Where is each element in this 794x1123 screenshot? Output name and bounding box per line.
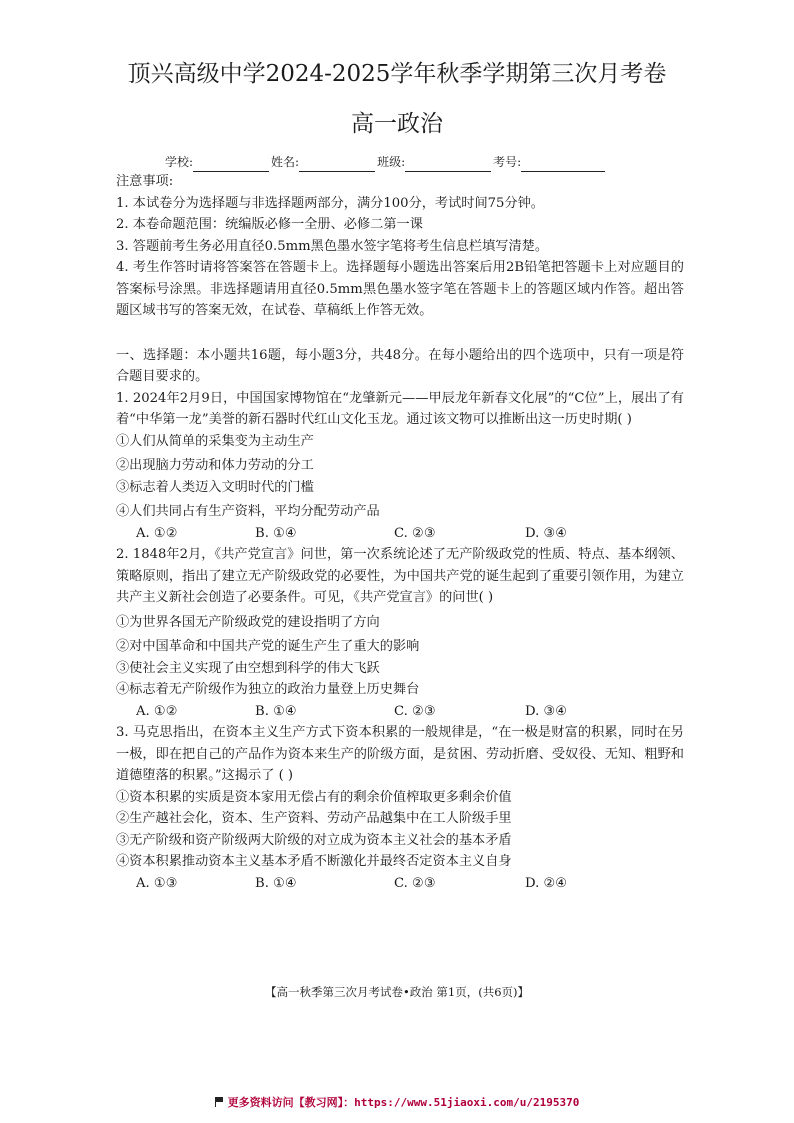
notice-item: 4. 考生作答时请将答案答在答题卡上。选择题每小题选出答案后用2B铅笔把答题卡上对应题目的答案标号涂黑。非选择题请用直径0.5mm黑色墨水签字笔在答题卡上的答题区域内作答。超出答题区域书写的答案无效，在试卷、草稿纸上作答无效。 bbox=[116, 260, 684, 318]
question-stem: 3. 马克思指出，在资本主义生产方式下资本积累的一般规律是，“在一极是财富的积累，同时在另一极，即在把自己的产品作为资本来生产的阶级方面，是贫困、劳动折磨、受奴役、无知、粗野和道德堕落的积累。”这揭示了 ( ) bbox=[116, 725, 684, 783]
school-blank bbox=[193, 157, 269, 172]
exam-subject: 高一政治 bbox=[351, 111, 443, 137]
statement-option: ①人们从简单的采集变为主动生产 bbox=[116, 433, 314, 449]
section-heading: 一、选择题：本小题共16题，每小题3分，共48分。在每小题给出的四个选项中，只有一项是符合题目要求的。 bbox=[116, 347, 684, 384]
choice-a: A. ①② bbox=[136, 525, 178, 541]
choice-d: D. ③④ bbox=[525, 525, 568, 541]
answer-choices bbox=[116, 701, 684, 723]
school-label: 学校: bbox=[165, 155, 194, 169]
statement-option: ③使社会主义实现了由空想到科学的伟大飞跃 bbox=[116, 660, 380, 676]
resource-link-text[interactable]: 更多资料访问【教习网】：https://www.51jiaoxi.com/u/2195370 bbox=[227, 1096, 580, 1109]
page-footer: 【高一秋季第三次月考试卷•政治 第1页，(共6页)】 bbox=[264, 985, 530, 999]
choice-b: B. ①④ bbox=[255, 703, 297, 719]
question-stem: 2. 1848年2月，《共产党宣言》问世，第一次系统论述了无产阶级政党的性质、特点、基本纲领、策略原则，指出了建立无产阶级政党的必要性，为中国共产党的诞生起到了重要引领作用，为建立共产主义新社会创造了必要条件。可见，《共产党宣言》的问世( ) bbox=[116, 547, 684, 605]
student-info-row bbox=[165, 152, 605, 172]
choice-b: B. ①④ bbox=[255, 525, 297, 541]
statement-option: ②生产越社会化，资本、生产资料、劳动产品越集中在工人阶级手里 bbox=[116, 811, 512, 826]
statement-option: ①为世界各国无产阶级政党的建设指明了方向 bbox=[116, 614, 380, 630]
answer-choices bbox=[116, 873, 684, 895]
statement-option: ②对中国革命和中国共产党的诞生产生了重大的影响 bbox=[116, 639, 420, 654]
choice-a: A. ①③ bbox=[136, 875, 178, 891]
class-field bbox=[377, 152, 491, 172]
exam-title: 顶兴高级中学2024-2025学年秋季学期第三次月考卷 bbox=[127, 61, 667, 87]
statement-option: ④资本积累推动资本主义基本矛盾不断激化并最终否定资本主义自身 bbox=[116, 854, 512, 869]
choice-c: C. ②③ bbox=[394, 703, 436, 719]
statement-option: ③无产阶级和资产阶级两大阶级的对立成为资本主义社会的基本矛盾 bbox=[116, 832, 512, 848]
number-label: 考号: bbox=[493, 155, 522, 169]
statement-option: ③标志着人类迈入文明时代的门槛 bbox=[116, 479, 314, 495]
exam-content bbox=[116, 171, 684, 894]
notice-heading: 注意事项: bbox=[116, 174, 174, 189]
statement-option: ①资本积累的实质是资本家用无偿占有的剩余价值榨取更多剩余价值 bbox=[116, 789, 512, 805]
answer-choices bbox=[116, 523, 684, 545]
name-label: 姓名: bbox=[271, 155, 300, 169]
resource-link[interactable] bbox=[0, 1095, 794, 1111]
name-field bbox=[271, 152, 375, 172]
number-field bbox=[493, 152, 605, 172]
number-blank bbox=[521, 157, 605, 172]
choice-d: D. ②④ bbox=[525, 875, 568, 891]
name-blank bbox=[299, 157, 375, 172]
statement-option: ④标志着无产阶级作为独立的政治力量登上历史舞台 bbox=[116, 682, 420, 697]
choice-c: C. ②③ bbox=[394, 875, 436, 891]
choice-b: B. ①④ bbox=[255, 875, 297, 891]
question-stem: 1. 2024年2月9日，中国国家博物馆在“龙肇新元——甲辰龙年新春文化展”的“C位”上，展出了有着“中华第一龙”美誉的新石器时代红山文化玉龙。通过该文物可以推断出这一历史时期( ) bbox=[116, 390, 684, 427]
school-field bbox=[165, 152, 269, 172]
class-label: 班级: bbox=[377, 155, 406, 169]
notice-item: 3. 答题前考生务必用直径0.5mm黑色墨水签字笔将考生信息栏填写清楚。 bbox=[116, 238, 549, 254]
notice-item: 1. 本试卷分为选择题与非选择题两部分，满分100分，考试时间75分钟。 bbox=[116, 195, 544, 211]
notice-item: 2. 本卷命题范围：统编版必修一全册、必修二第一课 bbox=[116, 217, 423, 232]
choice-d: D. ③④ bbox=[525, 703, 568, 719]
choice-a: A. ①② bbox=[136, 703, 178, 719]
choice-c: C. ②③ bbox=[394, 525, 436, 541]
statement-option: ②出现脑力劳动和体力劳动的分工 bbox=[116, 458, 314, 473]
class-blank bbox=[405, 157, 491, 172]
statement-option: ④人们共同占有生产资料，平均分配劳动产品 bbox=[116, 504, 380, 519]
flag-icon bbox=[215, 1097, 224, 1107]
